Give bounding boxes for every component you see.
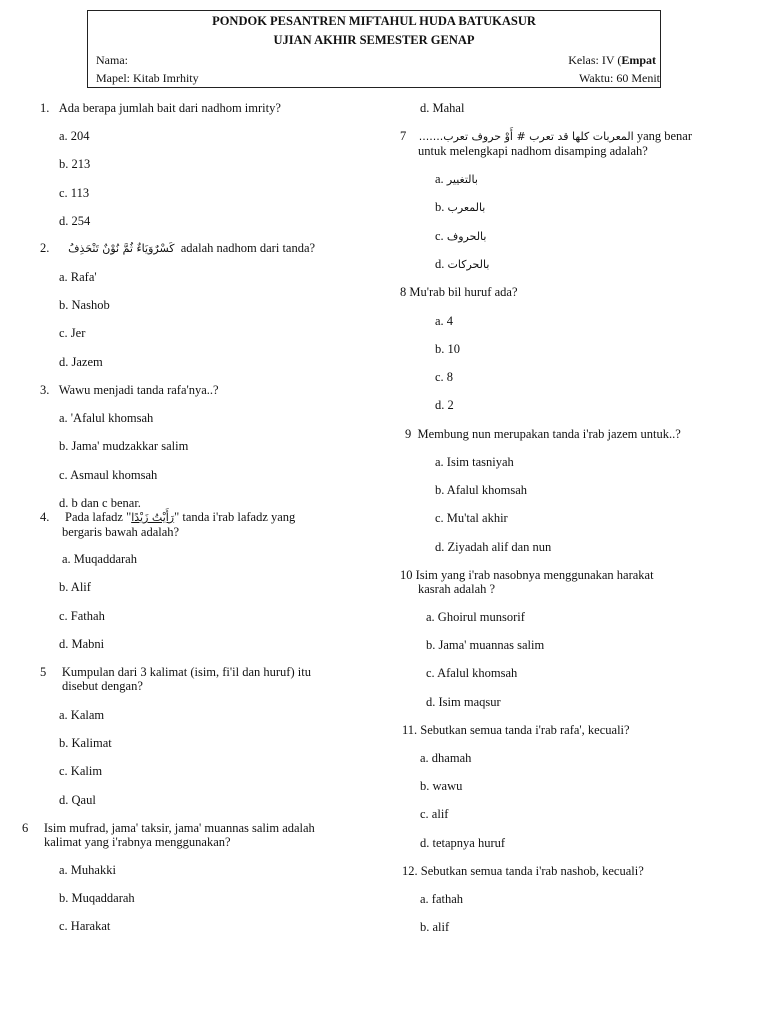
option: c. Jer	[59, 326, 86, 340]
option: b. 213	[59, 157, 91, 171]
arabic-option: بالمعرب	[447, 201, 486, 214]
question-text-cont: untuk melengkapi nadhom disamping adalah?	[418, 144, 648, 158]
option: c. Fathah	[59, 609, 105, 623]
question-6	[22, 821, 315, 849]
option: c. Asmaul khomsah	[59, 468, 158, 482]
question-text: Membung nun merupakan tanda i'rab jazem untuk..?	[417, 427, 681, 441]
question-1	[40, 101, 281, 115]
question-number: 12.	[402, 864, 418, 878]
option: d. بالحركات	[435, 257, 490, 271]
option: b. Kalimat	[59, 736, 112, 750]
question-12	[402, 864, 644, 878]
class-label: Kelas: IV (Empat	[568, 53, 656, 67]
option: c. 8	[435, 370, 454, 384]
option: c. alif	[420, 807, 449, 821]
question-number: 4.	[40, 510, 50, 524]
question-text: Sebutkan semua tanda i'rab rafa', kecuali?	[420, 723, 630, 737]
question-9	[405, 427, 681, 441]
question-number: 8	[400, 285, 407, 299]
subject-label: Mapel: Kitab Imrhity	[96, 71, 199, 85]
arabic-option: بالحركات	[447, 258, 490, 271]
option: b. wawu	[420, 779, 463, 793]
question-text: Sebutkan semua tanda i'rab nashob, kecuali?	[420, 864, 644, 878]
option: a. 'Afalul khomsah	[59, 411, 154, 425]
question-5	[40, 665, 311, 693]
option: b. Afalul khomsah	[435, 483, 528, 497]
option: a. Rafa'	[59, 270, 97, 284]
question-text: adalah nadhom dari tanda?	[180, 241, 316, 255]
question-text-cont: bergaris bawah adalah?	[62, 525, 180, 539]
question-number: 6	[22, 821, 29, 835]
arabic-phrase: رَأَيْتُ زَيْدًا	[131, 511, 175, 524]
arabic-verse: المعربات كلها قد تعرب # أَوْ حروف تعرب.......	[418, 130, 634, 143]
option: a. Muqaddarah	[62, 552, 137, 566]
option: a. 4	[435, 314, 454, 328]
class-value: Empat	[621, 53, 656, 67]
option: b. Nashob	[59, 298, 110, 312]
question-number: 9	[405, 427, 412, 441]
option: a. Ghoirul munsorif	[426, 610, 525, 624]
question-number: 3.	[40, 383, 50, 397]
option: c. Afalul khomsah	[426, 666, 518, 680]
question-number: 7	[400, 129, 407, 143]
question-text-cont: kalimat yang i'rabnya menggunakan?	[44, 835, 231, 849]
option: a. Kalam	[59, 708, 105, 722]
option: d. Jazem	[59, 355, 103, 369]
question-number: 1.	[40, 101, 50, 115]
question-text: Isim mufrad, jama' taksir, jama' muannas salim adalah	[43, 821, 315, 835]
option: d. Qaul	[59, 793, 96, 807]
option: b. Muqaddarah	[59, 891, 135, 905]
question-4	[40, 510, 295, 539]
option: b. Jama' mudzakkar salim	[59, 439, 189, 453]
question-text-cont: disebut dengan?	[62, 679, 143, 693]
arabic-verse: كَسْرٌوَيَاءٌ ثُمَّ نُوْنٌ تَنْحَذِفُ	[68, 242, 175, 255]
arabic-option: بالتغيير	[446, 173, 478, 186]
option: b. 10	[435, 342, 460, 356]
arabic-option: بالحروف	[446, 230, 487, 243]
option: c. بالحروف	[435, 229, 487, 243]
question-text: Ada berapa jumlah bait dari nadhom imrity?	[58, 101, 281, 115]
question-11	[402, 723, 630, 737]
option: c. 113	[59, 186, 90, 200]
option: a. dhamah	[420, 751, 472, 765]
question-2	[40, 241, 315, 256]
option: a. fathah	[420, 892, 464, 906]
name-label: Nama:	[96, 53, 128, 67]
option: b. بالمعرب	[435, 200, 486, 214]
option: c. Kalim	[59, 764, 103, 778]
question-10	[400, 568, 654, 596]
school-name: PONDOK PESANTREN MIFTAHUL HUDA BATUKASUR	[212, 14, 536, 28]
question-text: Kumpulan dari 3 kalimat (isim, fi'il dan huruf) itu	[61, 665, 311, 679]
option: b. Jama' muannas salim	[426, 638, 545, 652]
exam-title: UJIAN AKHIR SEMESTER GENAP	[273, 33, 475, 47]
option: a. Isim tasniyah	[435, 455, 514, 469]
question-number: 11.	[402, 723, 418, 737]
option: a. Muhakki	[59, 863, 116, 877]
option: b. Alif	[59, 580, 91, 594]
option: d. 254	[59, 214, 91, 228]
option: d. Ziyadah alif dan nun	[435, 540, 552, 554]
question-text-cont: kasrah adalah ?	[418, 582, 496, 596]
option: c. Harakat	[59, 919, 111, 933]
option: b. alif	[420, 920, 450, 934]
question-number: 2.	[40, 241, 50, 255]
question-3	[40, 383, 219, 397]
exam-header	[87, 10, 661, 88]
option: d. Isim maqsur	[426, 695, 501, 709]
question-text: yang benar	[636, 129, 693, 143]
option: d. tetapnya huruf	[420, 836, 506, 850]
option: d. 2	[435, 398, 454, 412]
question-text: Pada lafadz "	[65, 510, 132, 524]
question-text: " tanda i'rab lafadz yang	[174, 510, 296, 524]
question-text: Isim yang i'rab nasobnya menggunakan harakat	[415, 568, 654, 582]
question-text: Wawu menjadi tanda rafa'nya..?	[58, 383, 219, 397]
option: d. Mahal	[420, 101, 465, 115]
option: d. b dan c benar.	[59, 496, 141, 510]
question-7	[400, 129, 692, 158]
question-number: 10	[400, 568, 413, 582]
time-label: Waktu: 60 Menit	[578, 71, 660, 85]
question-text: Mu'rab bil huruf ada?	[409, 285, 518, 299]
option: d. Mabni	[59, 637, 105, 651]
option: c. Mu'tal akhir	[435, 511, 508, 525]
question-8	[400, 285, 518, 299]
option: a. بالتغيير	[435, 172, 478, 186]
question-number: 5	[40, 665, 47, 679]
option: a. 204	[59, 129, 90, 143]
